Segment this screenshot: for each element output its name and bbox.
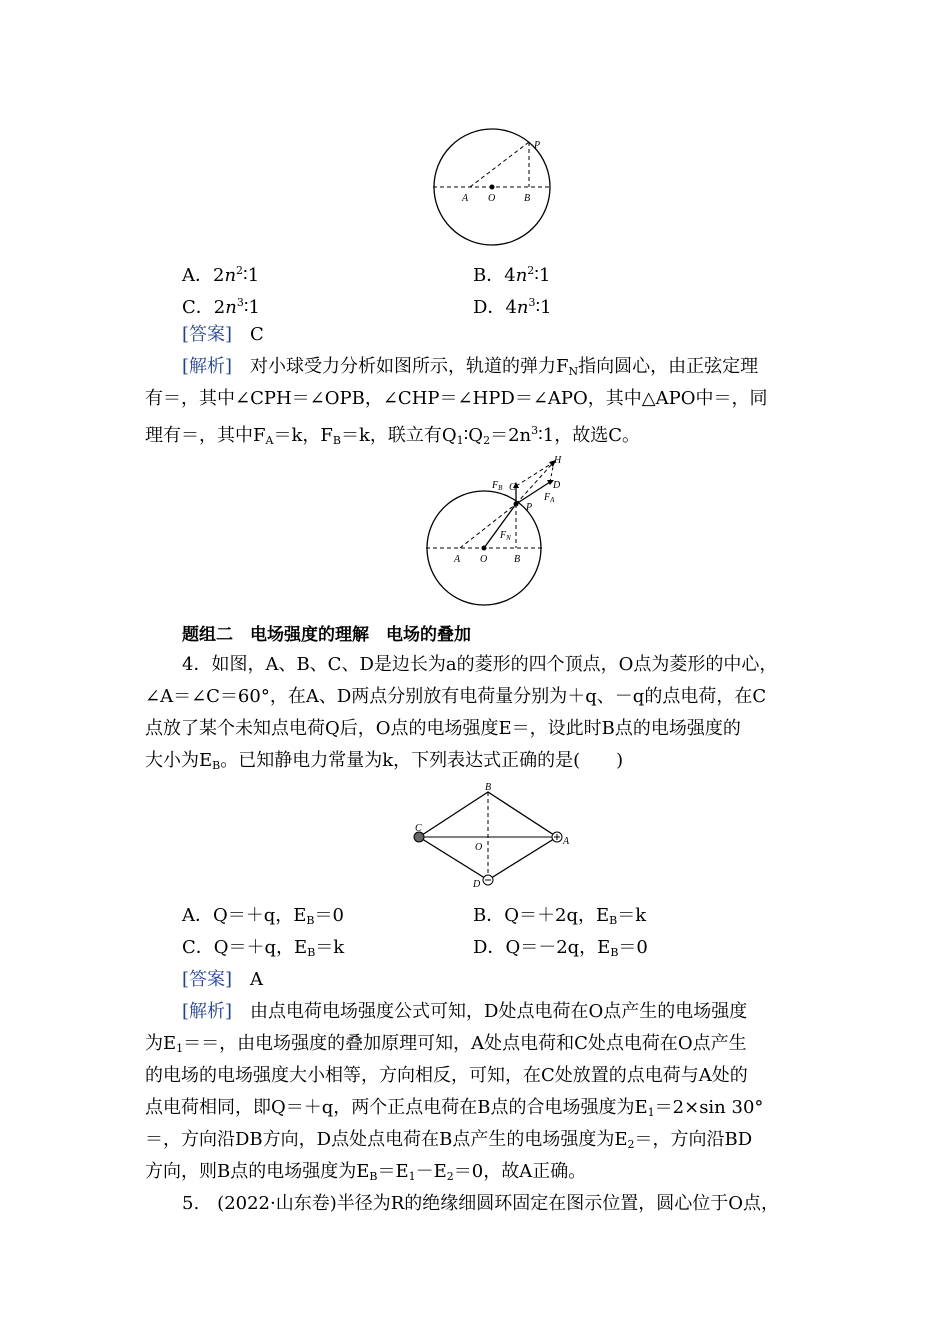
figure-force-diagram bbox=[420, 450, 580, 610]
label-D3: D bbox=[473, 879, 481, 890]
answer-line-q3: [答案] C bbox=[182, 324, 264, 345]
label-B: B bbox=[524, 193, 531, 204]
option-A: A．$2n^2∶1$ bbox=[182, 264, 260, 286]
q4-line-3: 点放了某个未知点电荷Q后，O点的电场强度E＝，设此时B点的电场强度的 bbox=[145, 718, 741, 739]
label-FN: $F_N$ bbox=[500, 530, 511, 542]
label-FA: $F_A$ bbox=[544, 492, 555, 504]
option-D: D．$4n^3∶1$ bbox=[473, 296, 552, 318]
label-C: C bbox=[509, 482, 516, 493]
q5-line-1: 5. (2022·山东卷)半径为R的绝缘细圆环固定在图示位置，圆心位于O点， bbox=[182, 1193, 780, 1214]
figure-rhombus bbox=[405, 782, 585, 892]
label-A: A bbox=[462, 193, 469, 204]
q4-line-2: ∠A＝∠C＝60°，在A、D两点分别放有电荷量分别为＋q、－q的点电荷，在C bbox=[145, 686, 767, 707]
analysis-line-1: [解析] 对小球受力分析如图所示，轨道的弹力$F_N$指向圆心，由正弦定理 bbox=[182, 356, 759, 378]
label-A2: A bbox=[454, 554, 461, 565]
q4-analysis-4: 点电荷相同，即Q＝＋q，两个正点电荷在B点的合电场强度为$E_1=2\times\sin$ 30° bbox=[145, 1097, 764, 1119]
label-P2: P bbox=[526, 502, 533, 513]
label-D: D bbox=[553, 480, 561, 491]
option-C: C．$2n^3∶1$ bbox=[182, 296, 260, 318]
q4-line-4: 大小为$E_B$。已知静电力常量为k，下列表达式正确的是( ) bbox=[145, 750, 624, 772]
q4-analysis-3: 的电场的电场强度大小相等，方向相反，可知，在C处放置的点电荷与A处的 bbox=[145, 1065, 748, 1086]
q4-option-B: B．Q＝＋2q，$E_B=k$ bbox=[473, 905, 647, 927]
label-O3: O bbox=[475, 842, 483, 853]
q4-option-C: C．Q＝＋q，$E_B=k$ bbox=[182, 937, 345, 959]
q4-line-1: 4．如图，A、B、C、D是边长为a的菱形的四个顶点，O点为菱形的中心， bbox=[182, 654, 778, 675]
label-O2: O bbox=[480, 554, 488, 565]
analysis-line-2: 有＝，其中∠CPH＝∠OPB，∠CHP＝∠HPD＝∠APO，其中△APO中＝，同 bbox=[145, 388, 768, 409]
label-P: P bbox=[534, 140, 541, 151]
label-FB: $F_B$ bbox=[492, 480, 503, 492]
label-B2: B bbox=[514, 554, 521, 565]
label-H: H bbox=[554, 455, 562, 466]
label-B3: B bbox=[485, 782, 492, 793]
q4-analysis-5: ＝，方向沿DB方向，D点处点电荷在B点产生的电场强度为$E_2=$，方向沿BD bbox=[145, 1129, 753, 1151]
q4-analysis-6: 方向，则B点的电场强度为$E_B=E_1-E_2=0$，故A正确。 bbox=[145, 1161, 587, 1183]
figure-circle-1 bbox=[425, 128, 565, 248]
q4-option-A: A．Q＝＋q，$E_B=0$ bbox=[182, 905, 344, 927]
option-B: B．$4n^2∶1$ bbox=[473, 264, 551, 286]
label-C3: C bbox=[415, 823, 422, 834]
analysis-line-3: 理有＝，其中$F_A=k$，$F_B=k$，联立有$Q_1∶Q_2=2n^3∶1$，故选C。 bbox=[145, 424, 641, 447]
q4-analysis-2: 为$E_1==$，由电场强度的叠加原理可知，A处点电荷和C处点电荷在O点产生 bbox=[145, 1033, 747, 1055]
q4-analysis-1: [解析] 由点电荷电场强度公式可知，D处点电荷在O点产生的电场强度 bbox=[182, 1001, 748, 1022]
label-O: O bbox=[488, 193, 496, 204]
q4-option-D: D．Q＝－2q，$E_B=0$ bbox=[473, 937, 648, 959]
section-title: 题组二 电场强度的理解 电场的叠加 bbox=[182, 625, 471, 645]
label-A3: A bbox=[563, 836, 570, 847]
answer-line-q4: [答案] A bbox=[182, 969, 264, 990]
